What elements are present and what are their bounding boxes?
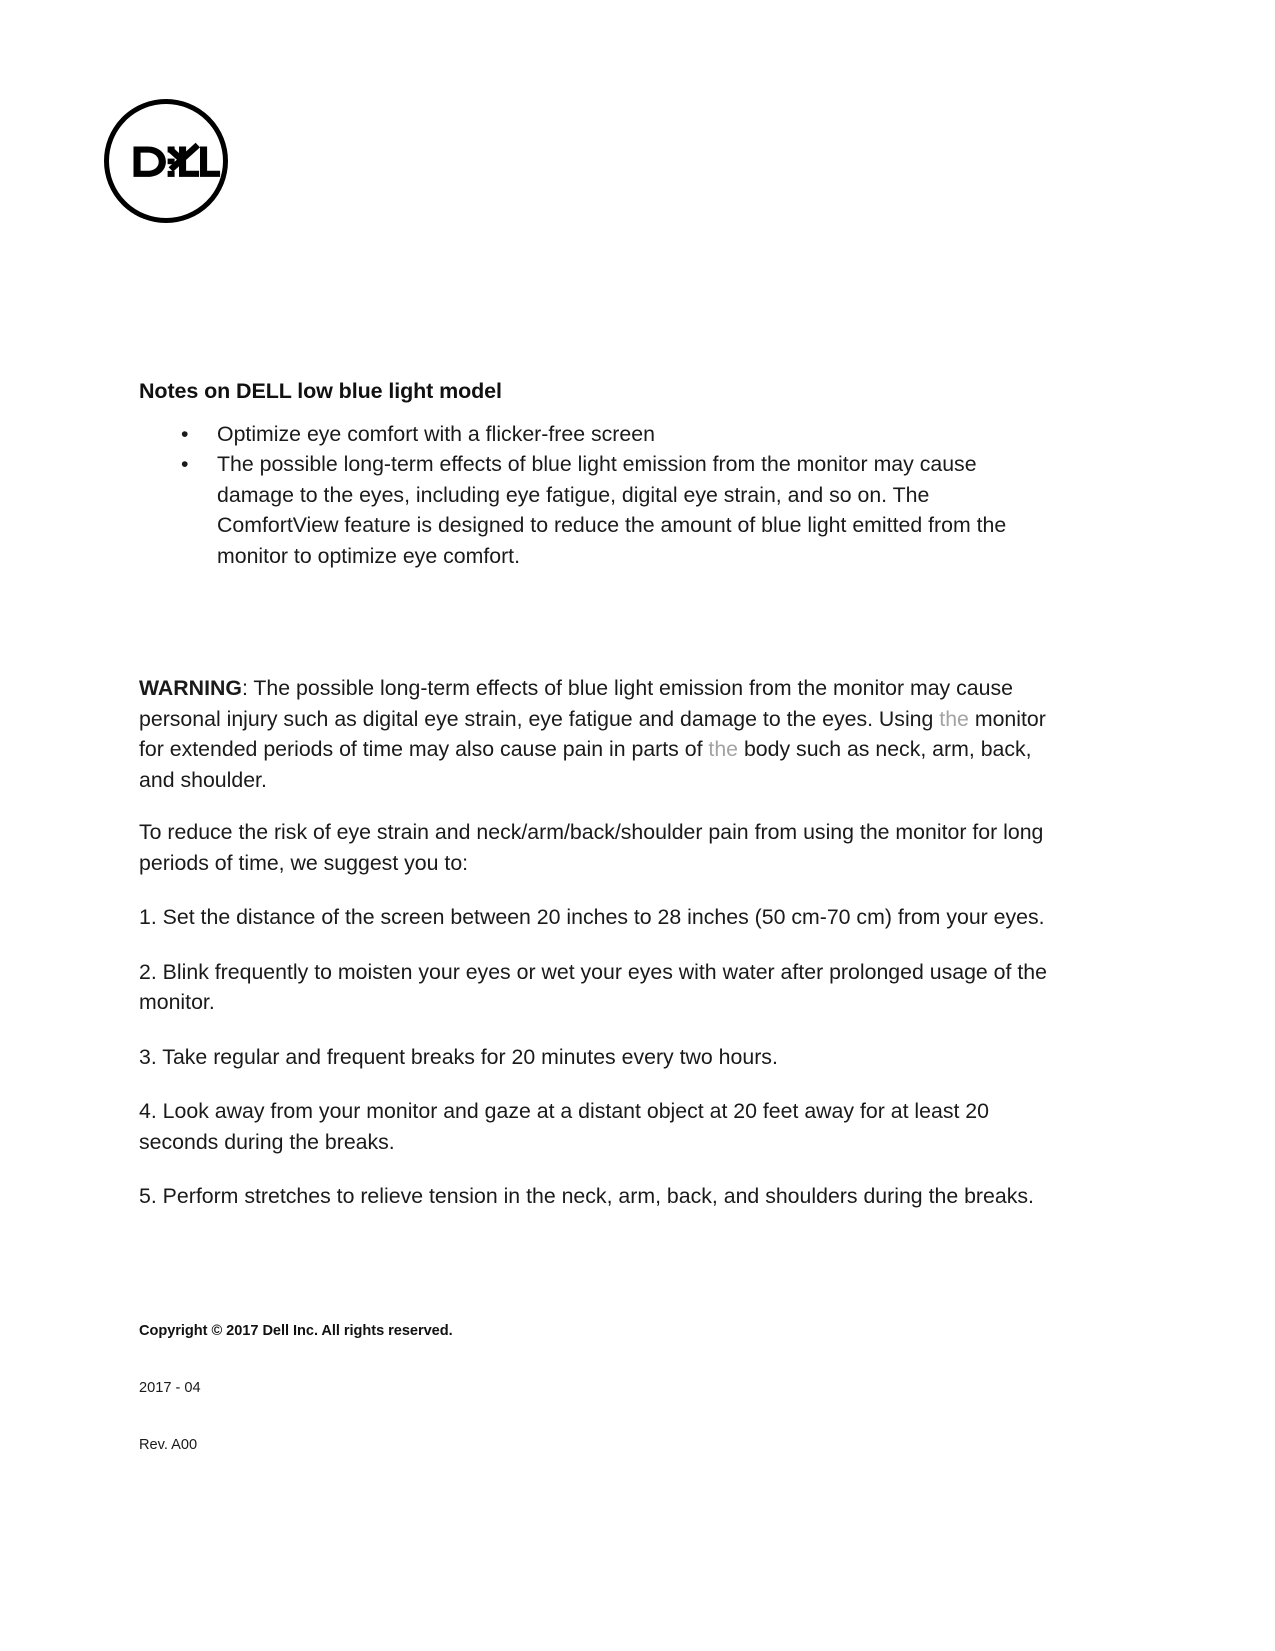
recommendation-item: 5. Perform stretches to relieve tension in the neck, arm, back, and shoulders during the breaks. [139,1184,1034,1209]
list-item [139,449,1054,571]
list-item-text: Optimize eye comfort with a flicker-free screen [217,421,655,446]
page-footer [139,1322,1054,1455]
section-spacer [139,571,1054,673]
notes-bullet-list [139,419,1054,572]
recommendation-item: 2. Blink frequently to moisten your eyes or wet your eyes with water after prolonged usage of the monitor. [139,959,1047,1015]
list-item [139,419,1054,450]
recommendation-item: 3. Take regular and frequent breaks for 20 minutes every two hours. [139,1044,778,1069]
main-content [139,378,1054,1236]
recommendation-list [139,902,1054,1212]
list-item-text: The possible long-term effects of blue light emission from the monitor may cause damage to the eyes, including eye fatigue, digital eye strain, and so on. The ComfortView feature is designed to reduce the amount of blue light emitted from the monitor to optimize eye comfort. [217,452,1007,568]
recommendation-item: 1. Set the distance of the screen between 20 inches to 28 inches (50 cm-70 cm) from your eyes. [139,905,1045,930]
warning-text-part-2: monitor for extended periods of time may also cause pain in parts of [139,706,1046,762]
recommendation-item: 4. Look away from your monitor and gaze at a distant object at 20 feet away for at least 20 seconds during the breaks. [139,1099,989,1154]
warning-paragraph [139,673,1054,795]
intro-paragraph: To reduce the risk of eye strain and neck/arm/back/shoulder pain from using the monitor for long periods of time, we suggest you to: [139,820,1044,875]
warning-separator: : [241,676,254,701]
publication-date: 2017 - 04 [139,1379,201,1396]
dell-logo [103,98,229,224]
warning-faint-word-2: the [708,737,739,762]
warning-label: WARNING [139,676,242,701]
warning-text-part-3: body such as neck, arm, back, and shoulder. [139,737,1032,792]
bullet-icon: • [181,452,189,477]
bullet-icon: • [181,421,189,446]
copyright-notice: Copyright © 2017 Dell Inc. All rights reserved. [139,1323,453,1339]
revision-label: Rev. A00 [139,1436,198,1453]
warning-faint-word-1: the [939,706,969,731]
page-title: Notes on DELL low blue light model [139,379,502,403]
warning-text-part-1: The possible long-term effects of blue light emission from the monitor may cause personal injury such as digital eye strain, eye fatigue and damage to the eyes. Using [139,676,1013,731]
